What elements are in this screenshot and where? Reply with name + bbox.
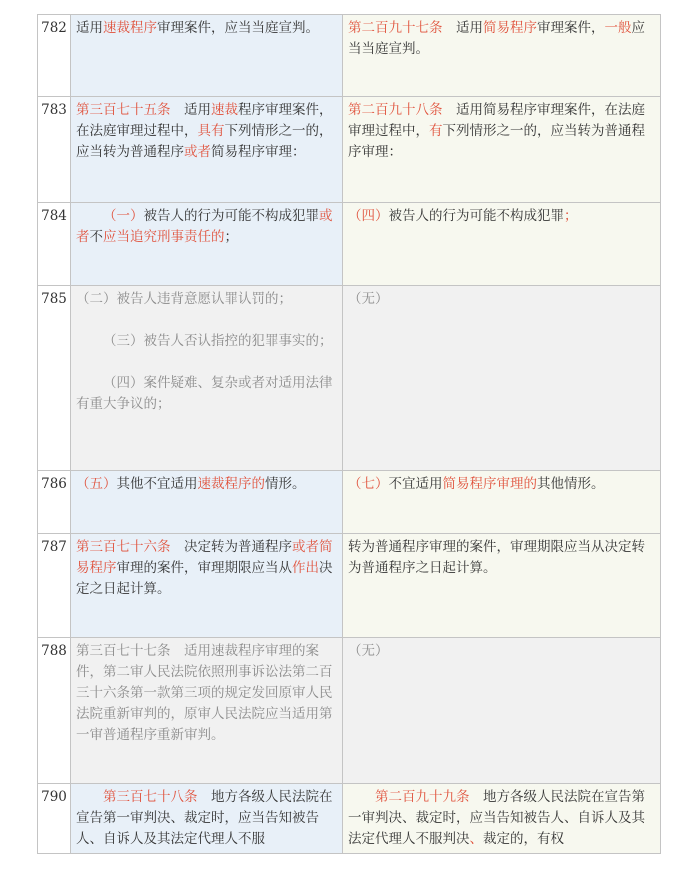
provision-text: 转为普通程序审理的案件，审理期限应当从决定转为普通程序之日起计算。 [348, 539, 645, 576]
row-number: 786 [38, 471, 71, 534]
provision-text: （无） [348, 291, 389, 307]
new-provision-cell [71, 286, 343, 471]
row-number: 784 [38, 203, 71, 286]
row-number: 787 [38, 534, 71, 638]
provision-text: （二）被告人违背意愿认罪认罚的； [76, 291, 292, 307]
row-number: 782 [38, 15, 71, 97]
table-row [38, 286, 661, 471]
provision-text: （四）被告人的行为可能不构成犯罪； [348, 208, 578, 224]
provision-text: （七）不宜适用简易程序审理的其他情形。 [348, 476, 605, 492]
provision-text: （四）案件疑难、复杂或者对适用法律有重大争议的； [76, 375, 333, 412]
old-provision-cell [343, 15, 661, 97]
old-provision-cell [343, 638, 661, 784]
new-provision-cell [71, 471, 343, 534]
old-provision-cell [343, 203, 661, 286]
provision-text: （五）其他不宜适用速裁程序的情形。 [76, 476, 306, 492]
table-row [38, 97, 661, 203]
table-row [38, 784, 661, 854]
provision-text: 第二百九十九条 地方各级人民法院在宣告第一审判决、裁定时，应当告知被告人、自诉人及其法定代理人不服判决、裁定的，有权 [348, 789, 645, 847]
new-provision-cell [71, 784, 343, 854]
provision-text: 第二百九十八条 适用简易程序审理案件，在法庭审理过程中，有下列情形之一的，应当转为普通程序审理： [348, 102, 645, 160]
new-provision-cell [71, 203, 343, 286]
provision-text: 第三百七十五条 适用速裁程序审理案件，在法庭审理过程中，具有下列情形之一的，应当转为普通程序或者简易程序审理： [76, 102, 333, 160]
table-row [38, 15, 661, 97]
provision-text: （无） [348, 643, 389, 659]
new-provision-cell [71, 638, 343, 784]
old-provision-cell [343, 534, 661, 638]
old-provision-cell [343, 784, 661, 854]
provision-text: 第三百七十六条 决定转为普通程序或者简易程序审理的案件，审理期限应当从作出决定之日起计算。 [76, 539, 333, 597]
provision-text: （三）被告人否认指控的犯罪事实的； [103, 333, 333, 349]
new-provision-cell [71, 534, 343, 638]
comparison-table [37, 14, 661, 854]
row-number: 783 [38, 97, 71, 203]
provision-text: 适用速裁程序审理案件，应当当庭宣判。 [76, 20, 319, 36]
provision-text: 第三百七十八条 地方各级人民法院在宣告第一审判决、裁定时，应当告知被告人、自诉人及其法定代理人不服 [76, 789, 333, 847]
row-number: 790 [38, 784, 71, 854]
new-provision-cell [71, 97, 343, 203]
provision-text: （一）被告人的行为可能不构成犯罪或者不应当追究刑事责任的； [76, 208, 333, 245]
table-row [38, 203, 661, 286]
provision-text: 第三百七十七条 适用速裁程序审理的案件，第二审人民法院依照刑事诉讼法第二百三十六条第一款第三项的规定发回原审人民法院重新审判的，原审人民法院应当适用第一审普通程序重新审判。 [76, 643, 333, 743]
old-provision-cell [343, 286, 661, 471]
new-provision-cell [71, 15, 343, 97]
old-provision-cell [343, 97, 661, 203]
table-row [38, 471, 661, 534]
old-provision-cell [343, 471, 661, 534]
row-number: 785 [38, 286, 71, 471]
row-number: 788 [38, 638, 71, 784]
table-row [38, 534, 661, 638]
table-row [38, 638, 661, 784]
provision-text: 第二百九十七条 适用简易程序审理案件，一般应当当庭宣判。 [348, 20, 645, 57]
comparison-document [37, 14, 660, 854]
